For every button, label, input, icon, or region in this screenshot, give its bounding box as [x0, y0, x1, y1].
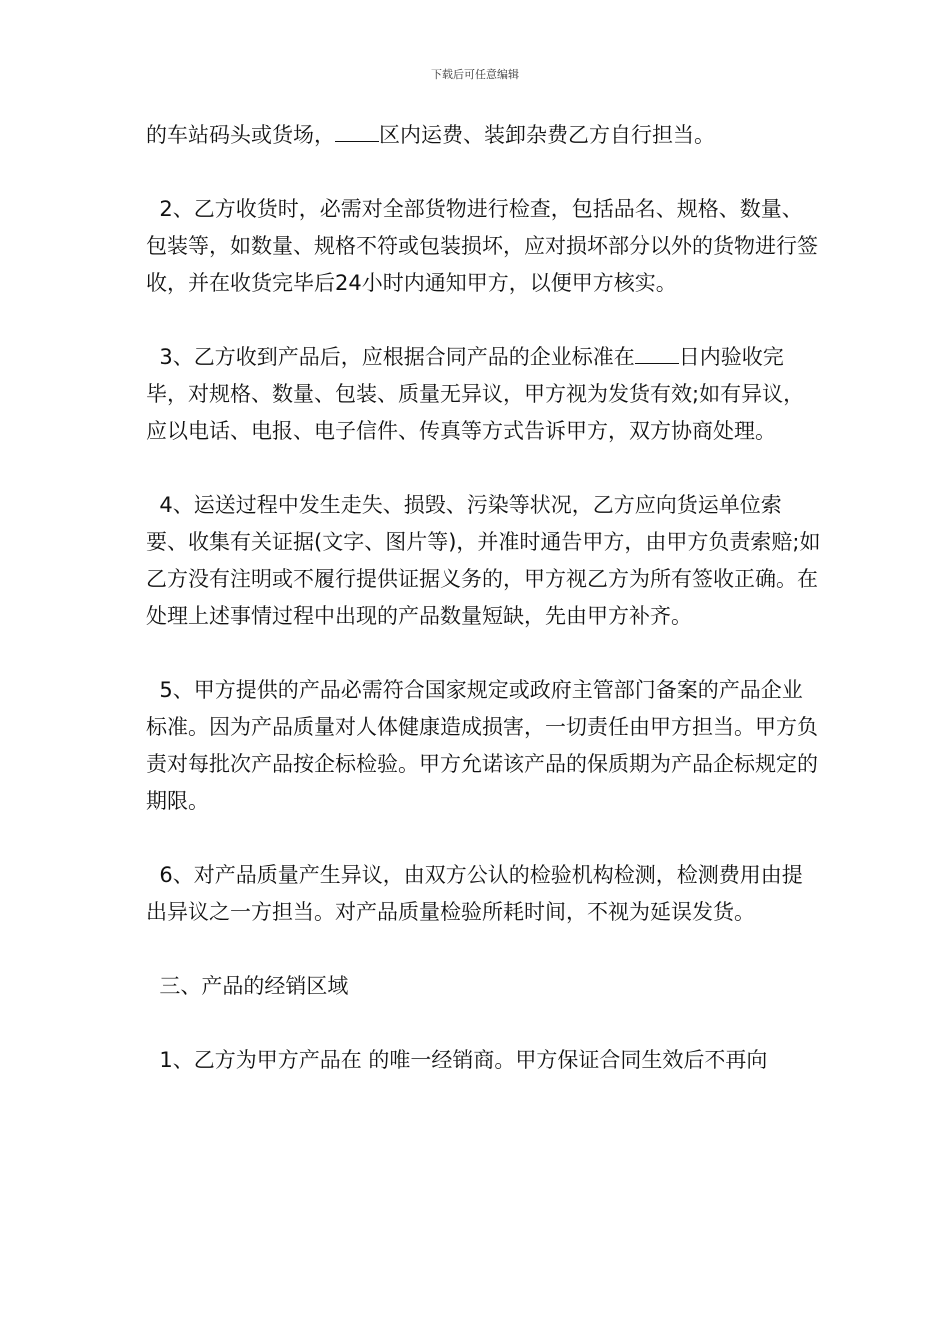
document-body: [146, 117, 822, 1079]
paragraph-text: 3、乙方收到产品后，应根据合同产品的企业标准在: [146, 345, 635, 369]
paragraph-text: 日内验收完毕，对规格、数量、包装、质量无异议，甲方视为发货有效;如有异议，应以电话、电报、电子信件、传真等方式告诉甲方，双方协商处理。: [146, 345, 805, 443]
paragraph-region-clause-1: 1、乙方为甲方产品在 的唯一经销商。甲方保证合同生效后不再向: [146, 1048, 768, 1072]
page-header: 下载后可任意编辑: [431, 68, 519, 81]
section-heading-sales-region: 三、产品的经销区域: [146, 974, 349, 998]
fill-in-blank: [335, 121, 379, 142]
paragraph-clause-5: 5、甲方提供的产品必需符合国家规定或政府主管部门备案的产品企业标准。因为产品质量对人体健康造成损害，一切责任由甲方担当。甲方负责对每批次产品按企标检验。甲方允诺该产品的保质期为产品企标规定的期限。: [146, 678, 818, 813]
fill-in-blank: [635, 343, 679, 364]
paragraph-clause-4: 4、运送过程中发生走失、损毁、污染等状况，乙方应向货运单位索要、收集有关证据(文字、图片等)，并准时通告甲方，由甲方负责索赔;如乙方没有注明或不履行提供证据义务的，甲方视乙方为所有签收正确。在处理上述事情过程中出现的产品数量短缺，先由甲方补齐。: [146, 493, 821, 628]
paragraph-clause-2: 2、乙方收货时，必需对全部货物进行检查，包括品名、规格、数量、包装等，如数量、规格不符或包装损坏，应对损坏部分以外的货物进行签收，并在收货完毕后24小时内通知甲方，以便甲方核实。: [146, 197, 818, 295]
paragraph-text: 区内运费、装卸杂费乙方自行担当。: [379, 123, 715, 147]
paragraph-text: 的车站码头或货场，: [146, 123, 335, 147]
paragraph-transport-fees: [146, 117, 822, 154]
paragraph-clause-3: [146, 339, 822, 450]
paragraph-clause-6: 6、对产品质量产生异议，由双方公认的检验机构检测，检测费用由提出异议之一方担当。对产品质量检验所耗时间，不视为延误发货。: [146, 863, 803, 924]
